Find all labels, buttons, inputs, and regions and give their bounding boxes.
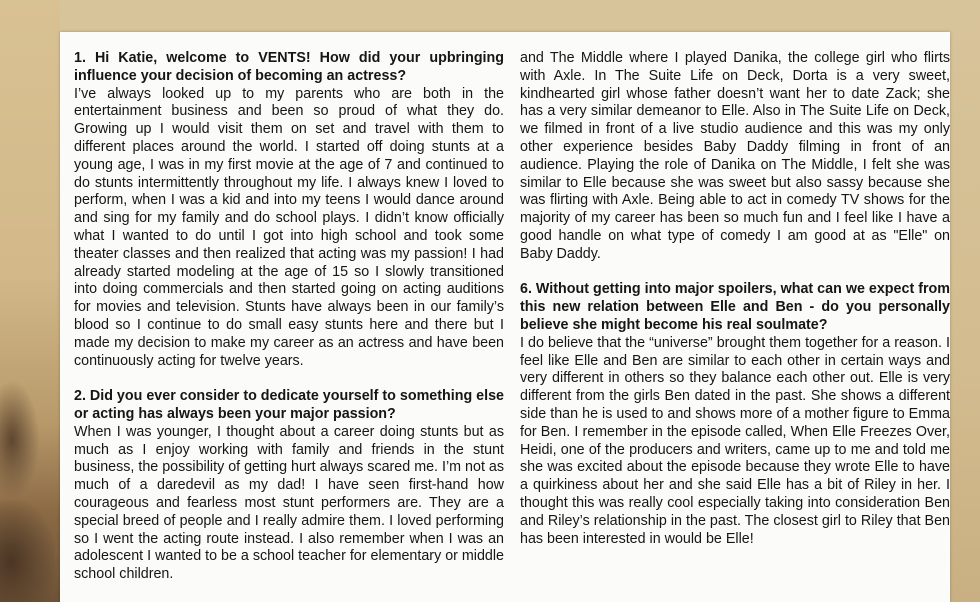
background-left (0, 0, 60, 602)
background-blur (0, 380, 40, 500)
question-2: 2. Did you ever consider to dedicate yourself to something else or acting has always been your major passion? (74, 388, 504, 422)
question-1: 1. Hi Katie, welcome to VENTS! How did your upbringing influence your decision of becoming an actress? (74, 50, 504, 84)
article-page (60, 32, 950, 602)
answer-1: I’ve always looked up to my parents who are both in the entertainment business and been so proud of what they do. Growing up I would visit them on set and travel with them to different places around the world. I started off doing stunts at a young age, I was in my first movie at the age of 7 and continued to do stunts intermittently throughout my life. I always knew I loved to perform, when I was a kid and into my teens I would dance around and sing for my family and do school plays. I didn’t know officially what I wanted to do until I got into high school and took some theater classes and then realized that acting was my passion! I had already started modeling at the age of 15 so I slowly transitioned into doing commercials and then started going on acting auditions for movies and television. Stunts have always been in our family’s blood so I continue to do small easy stunts here and there but I made my decision to make my career as an actress and have been continuously acting for twelve years. (74, 85, 504, 369)
answer-continued: and The Middle where I played Danika, the college girl who flirts with Axle. In The Suite Life on Deck, Dorta is a very sweet, kindhearted girl whose father doesn’t want her to date Zack; she has a very similar demeanor to Elle. Also in The Suite Life on Deck, we filmed in front of a live studio audience and this was my only other experience besides Baby Daddy filming in front of an audience. Playing the role of Danika on The Middle, I felt she was similar to Elle because she was sweet but also sassy because she was flirting with Axle. Being able to act in comedy TV shows for the majority of my career has been so much fun and I feel like I have a good handle on what type of comedy I am good at as "Elle" on Baby Daddy. (520, 50, 950, 262)
paragraph-spacer (74, 370, 504, 388)
left-column (74, 50, 504, 584)
background-right (948, 0, 980, 602)
background-blur (0, 500, 55, 602)
question-6: 6. Without getting into major spoilers, what can we expect from this new relation between Elle and Ben - do you personally believe she might become his real soulmate? (520, 281, 950, 333)
background-top (0, 0, 980, 32)
right-column (520, 50, 950, 548)
answer-6: I do believe that the “universe” brought them together for a reason. I feel like Elle and Ben are similar to each other in certain ways and very different in others so they balance each other out. Elle is very different from the girls Ben dated in the past. She shows a different side than he is used to and shows more of a mother figure to Emma for Ben. I remember in the episode called, When Elle Freezes Over, Heidi, one of the producers and writers, came up to me and told me she was excited about the episode because they wrote Elle to have a quirkiness about her and she said Elle has a bit of Riley in her. I thought this was really cool especially taking into consideration Ben and Riley’s relationship in the past. The closest girl to Riley that Ben has been interested in would be Elle! (520, 334, 950, 547)
paragraph-spacer (520, 264, 950, 282)
answer-2: When I was younger, I thought about a career doing stunts but as much as I enjoy working with family and friends in the stunt business, the possibility of getting hurt always scared me. I’m not as much of a daredevil as my dad! I have seen first-hand how courageous and fearless most stunt performers are. They are a special breed of people and I really admire them. I loved performing so I went the acting route instead. I also remember when I was an adolescent I wanted to be a school teacher for elementary or middle school children. (74, 423, 504, 583)
